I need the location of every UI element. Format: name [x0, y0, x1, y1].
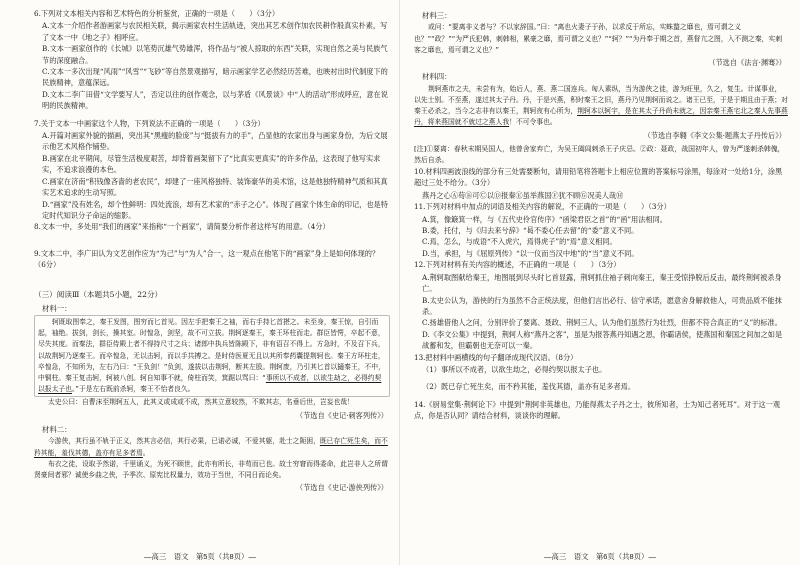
- question-8: 8.文本一中，多处用“我们的画家”来指称“一个画家”，请简要分析作者这样写的用意。（4分）: [34, 222, 330, 232]
- material-2-source: （节选自《史记·游侠列传》）: [295, 483, 388, 493]
- material-2-underline: 既已存亡死生矣，而不矜其能，羞伐其德，盖亦有足多者焉: [34, 437, 388, 457]
- q12-option-a: A.荆轲取图献给秦王，地图展到尽头时匕首显露，荆轲抓住袖子刺向秦王，秦王受惊挣脱后反击，最终荆轲被杀身亡。: [422, 272, 782, 294]
- q6-stem: 6.下列对文本相关内容和艺术特色的分析鉴赏，正确的一项是（ ）（3分）: [34, 9, 280, 18]
- material-1-underline: 事所以不成者，以欲生劫之，必得约契以报太子也: [38, 373, 382, 394]
- section-3-heading: （三）阅读Ⅲ（本题共5小题，22分）: [34, 289, 163, 299]
- q11-stem: 11.下列对材料中加点的词语及相关内容的解说，不正确的一项是（ ）（3分）: [414, 202, 671, 212]
- material-2-pre: 今游侠，其行虽不轨于正义，然其言必信，其行必果，已诺必诚，不爱其躯，赴士之阨困，: [48, 437, 320, 446]
- q6-option-d: D.文本二李广田借“文学要写人”，否定以往的创作观念，以与茅盾《风景谈》中“人的活动”形成呼应，意在说明的民族精神。: [42, 89, 388, 111]
- q10-line: 燕丹之心Ⓐ苟Ⓑ可Ⓒ以Ⓓ报秦Ⓔ虽举燕国Ⓕ犹不顾Ⓖ况美人哉Ⓗ: [422, 190, 624, 200]
- question-7: [34, 118, 390, 222]
- q12-option-b: B.太史公认为，游侠的行为虽然不合正统法度，但他们言出必行、信守承诺，愿意舍身解救他人，可贵品质不能抹杀。: [422, 295, 782, 316]
- left-footer: —高三 语文 第5页（共8页）—: [144, 552, 256, 561]
- q7-option-b: B.画家在北平期间，尽管生活极度艰苦，却背着画架留下了“比真实更真实”的许多作品，这表现了他写实求实，不追求浪漫的本色。: [42, 153, 381, 175]
- material-4-title: 材料四：: [422, 72, 452, 82]
- q12-option-c: C.扬雄借他人之问，分别评价了要离、聂政、荆轲三人，认为他们虽然行为壮烈，但都不符合真正的“义”的标准。: [422, 318, 782, 328]
- material-1-title: 材料一：: [42, 303, 72, 313]
- material-2-title: 材料二：: [42, 424, 72, 434]
- q11-option-b: B.委，托付，与《归去来兮辞》“曷不委心任去留”的“委”意义不同。: [422, 226, 639, 236]
- q6-option-b: B.文本一画家创作的《长城》以笔势沉雄气势雄浑，将作品与“被人掠取的东西”关联，实现自然之美与民族气节的深度融合。: [42, 44, 388, 65]
- material-4-underline: 荆轲本以轲宇，是在其太子丹尚未就之，因亲秦王燕宅北之秦人先事燕丹，将来燕国就不就过之燕人我: [414, 107, 788, 127]
- q7-option-a: A.开篇对画家外貌的描画，突出其“黑瘦的脸庞”与“挺拔有力的手”，凸显他的农家出身与画家身份，为后文展示他艺术风格作铺垫。: [42, 131, 388, 152]
- question-14: 14.《厨易堂集·荆轲论下》中提到“荆轲非英雄也，乃能得燕太子丹之士，彼所知者，士为知己者死耳”。对于这一观点，你是否认同？请结合材料，谈谈你的理解。: [414, 399, 781, 421]
- material-1-text: [34, 315, 390, 397]
- material-3-source: （节选自《法言·渊骞》）: [708, 58, 786, 68]
- material-2-extra: 布衣之徒，设取予然诺，千里诵义，为死不顾世，此亦有所长，非苟而已也。故士穷窘而得委命，此岂非人之所谓贤豪间者邪？诚使乡曲之侠，予季次、原宪比权量力，效功于当世，不同日而论矣。: [34, 459, 388, 479]
- q11-option-c: C.焉，怎么，与成语“不入虎穴，焉得虎子”的“焉”意义相同。: [422, 237, 617, 247]
- q7-option-c: C.画家在济南“积钱像吝啬的老农民”，却建了一座风格独特、装饰豪华的美术馆，这是他独特精神气质和其真实艺术追求的生动写照。: [42, 176, 388, 198]
- material-3-text: 或问：“要离非义者与？不以家辞国。”曰：“离也火妻子于孙，以求反于所忘，实蛛蝥之靡也，焉可谓之义也？”“政？”“为严氏犯韩，刺韩相，累豪之靡，焉可谓之义也？”“轲？”“为丹奉于期之首，燕督亢之图，入不测之秦，实刺客之靡也，焉可谓之义也？”: [414, 23, 783, 54]
- q10-stem: 10.材料四画波浪线的部分有三处需要断句，请用铅笔将答题卡上相应位置的答案标号涂黑，每涂对一处给1分，涂黑超过三处不给分。（3分）: [414, 167, 783, 188]
- q12-option-d: D.《李文公集》中提到，荆轲人称“燕丹之客”，虽是为报答燕丹知遇之恩，你霸诸侯，使燕国和秦国之间加之如是战蓄和发，但霸朝也无奈可以一秦。: [422, 329, 783, 351]
- right-footer: —高三 语文 第6页（共8页）—: [544, 552, 656, 561]
- q7-option-d: D.“画家”没有姓名，却个性鲜明：四处流浪，却有艺术家的“赤子之心”。体现了画家个体生命的印记，也是特定时代知识分子命运的缩影。: [42, 199, 388, 220]
- material-1-source: （节选自《史记·刺客列传》）: [295, 410, 388, 420]
- question-9: 9.文本二中，李广田认为文艺创作应为“为己”与“为人”合一，这一观点在他笔下的“画家”身上是如何体现的？（6分）: [34, 248, 380, 270]
- question-6: [34, 8, 390, 112]
- material-4-pre: 荆轲燕市之夫，未尝有为，始后人，燕、燕二国连兵。匈人素纵，当为游侠之徒，游为旺里，久之，复生。计谋事业，以先士别。不至燕，遂过其太子丹。丹，于是兴燕，积时秦王之旧，燕丹乃见荆轲而说之。诸王已至，于是于期且由于燕；对秦王必杀之，当今之志非有以秦王，荆轲夜有心所为，: [414, 84, 788, 116]
- q12-stem: 12.下列对材料有关内容的概述，不正确的一项是（ ）（3分）: [414, 260, 621, 270]
- q6-option-a: A.文本一介绍作者游画家与农民相关联，揭示画家农村生活轨迹，突出其艺术创作加农民耕作般真实朴素，写了文本一中《地之子》相呼应。: [42, 21, 388, 42]
- material-1-post: 。”于是左右既前杀轲，秦王不怡者良久。: [71, 385, 195, 394]
- q13-sentence-1: （1）事所以不成者，以欲生劫之，必得约契以报太子也。: [422, 364, 607, 374]
- material-4-post: ！不可令事也。: [509, 118, 557, 127]
- notes: [注]①要离：春秋末期吴国人，他曾舍家弃亡，为吴王阖闾刺杀王子庆忌。②政：聂政，战国初年人，曾为严遂刺杀韩傀，然后自杀。: [414, 145, 785, 165]
- right-page: [400, 0, 800, 565]
- q6-option-c: C.文本一多次出现“风雨”“风雪”“飞砂”等自然景观描写，暗示画家学艺必然经历苦难，也映衬出时代制度下的民族精神，意蕴深远。: [42, 67, 388, 88]
- q13-stem: 13.把材料中画横线的句子翻译成现代汉语。（8分）: [414, 352, 578, 362]
- q11-option-a: A.箕，像簸箕一样，与《五代史伶官传序》“函梁君臣之首”的“函”用法相同。: [422, 214, 667, 224]
- material-2-post: 。: [142, 448, 150, 457]
- material-1-extra: 太史公曰：自曹沫至荆轲五人，此其义或成或不成，然其立意较然，不欺其志，名垂后世，岂妄也哉！: [48, 398, 354, 407]
- q11-option-d: D.当，承担，与《屈原列传》“以一仪而当汉中地”的“当”意义不同。: [422, 248, 639, 258]
- material-1-pre: 轲既取图奉之，秦王发图，图穷而匕首见。因左手把秦王之袖，而右手持匕首揕之。未至身，秦王惊，自引而起，袖绝。拔剑，剑长，操其室。时惶急，剑坚，故不可立拔。荆轲逐秦王，秦王环柱而走。群臣皆愕，卒起不意，尽失其度。而秦法，群臣侍殿上者不得持尺寸之兵；诸郎中执兵皆陈殿下，非有诏召不得上。方急时，不及召下兵，以故荆轲乃逐秦王。而卒惶急，无以击轲，而以手共搏之。是时侍医夏无且以其所奉药囊提荆轲也。秦王方环柱走，卒惶急，不知所为，左右乃曰：“王负剑！”负剑，遂拔以击荆轲，断其左股。荆轲废，乃引其匕首以擿秦王，不中，中铜柱。秦王复击轲，轲被八创。轲自知事不就，倚柱而笑，箕踞以骂曰：“: [38, 317, 385, 382]
- q7-stem: 7.关于文本一中画家这个人物，下列说法不正确的一项是（ ）（3分）: [34, 118, 265, 128]
- material-4-source: （节选自李翱《李文公集·题燕太子丹传后》）: [643, 130, 786, 140]
- material-4-text: [414, 84, 788, 129]
- q13-sentence-2: （2）既已存亡死生矣，而不矜其能，羞伐其德，盖亦有足多者焉。: [422, 382, 636, 392]
- material-2-text: [34, 436, 390, 458]
- material-3-title: 材料三：: [422, 11, 452, 20]
